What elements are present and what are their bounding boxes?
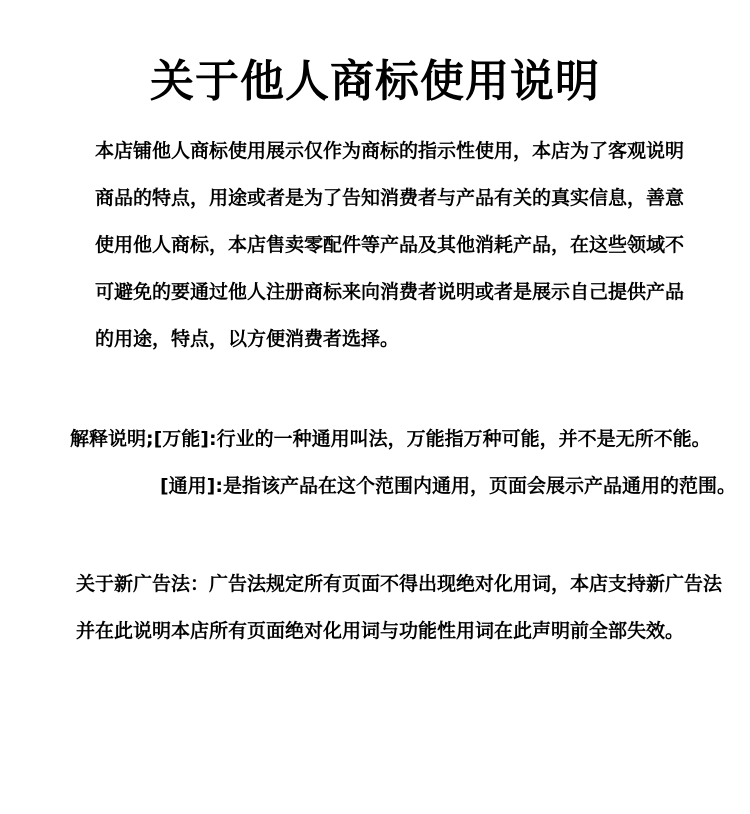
paragraph-line: 的用途，特点，以方便消费者选择。: [95, 328, 400, 350]
ad-law-notice-line-2: 并在此说明本店所有页面绝对化用词与功能性用词在此声明前全部失效。: [76, 620, 685, 642]
ad-law-notice-line-1: 关于新广告法：广告法规定所有页面不得出现绝对化用词，本店支持新广告法: [76, 573, 723, 595]
trademark-paragraph: [95, 128, 750, 363]
paragraph-line: 本店铺他人商标使用展示仅作为商标的指示性使用，本店为了客观说明: [95, 140, 685, 162]
explanation-universal: 解释说明;[万能]:行业的一种通用叫法，万能指万种可能，并不是无所不能。: [70, 428, 711, 450]
explanation-general: [通用]:是指该产品在这个范围内通用，页面会展示产品通用的范围。: [160, 475, 736, 497]
page-title: 关于他人商标使用说明: [150, 56, 600, 107]
paragraph-line: 可避免的要通过他人注册商标来向消费者说明或者是展示自己提供产品: [95, 281, 685, 303]
paragraph-line: 商品的特点，用途或者是为了告知消费者与产品有关的真实信息，善意: [95, 187, 685, 209]
paragraph-line: 使用他人商标，本店售卖零配件等产品及其他消耗产品，在这些领域不: [95, 234, 685, 256]
